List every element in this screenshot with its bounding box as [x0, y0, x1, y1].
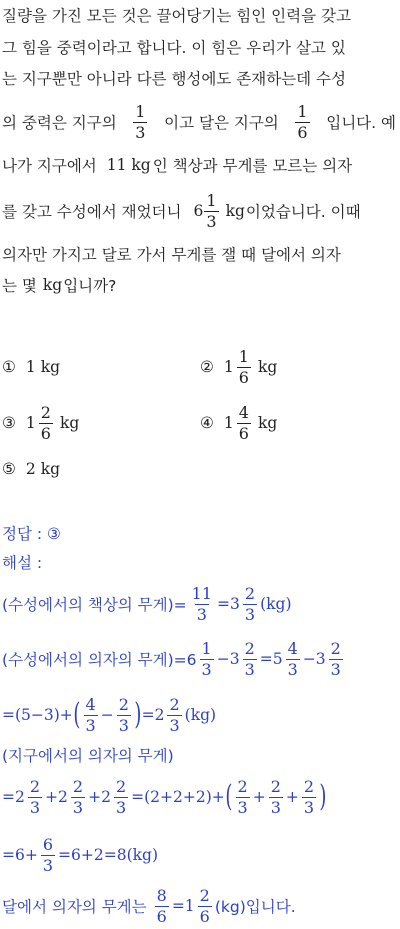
fraction-one-third-2: $\frac{1}{3}$	[206, 190, 217, 231]
choice-5[interactable]: ⑤ 2 kg	[2, 460, 61, 478]
choice-2-fraction: $\frac{1}{6}$	[238, 346, 249, 387]
solution-step-2: (수성에서의 의자의 무게)=6 $\frac{1}{3}$ −3 $\frac{2}{3}$ =5 $\frac{4}{3}$ −3 $\frac{2}{3}$	[2, 638, 341, 679]
choice-2[interactable]: ② 1 $\frac{1}{6}$ kg	[200, 346, 278, 387]
solution-step-1: (수성에서의 책상의 무게)= $\frac{11}{3}$ =3 $\frac{2}{3}$ (kg)	[2, 583, 292, 624]
problem-line-8: 는 몇 kg 입니까?	[2, 276, 117, 295]
problem-line-4: 의 중력은 지구의 $\frac{1}{3}$ 이고 달은 지구의 $\frac{1}{6}$ 입니다. 예	[2, 101, 396, 142]
solution-step-3: =(5−3)+ ( $\frac{4}{3}$ − $\frac{2}{3}$ ) =2 $\frac{2}{3}$ (kg)	[2, 694, 217, 735]
problem-line-7: 의자만 가지고 달로 가서 무게를 잴 때 달에서 의자	[2, 246, 341, 264]
choice-4-fraction: $\frac{4}{6}$	[238, 402, 249, 443]
choice-1[interactable]: ① 1 kg	[2, 358, 61, 376]
fraction-one-sixth: $\frac{1}{6}$	[297, 101, 308, 142]
problem-line-3: 는 지구뿐만 아니라 다른 행성에도 존재하는데 수성	[2, 70, 346, 88]
choice-4[interactable]: ④ 1 $\frac{4}{6}$ kg	[200, 402, 278, 443]
explanation-label: 해설 :	[2, 554, 43, 572]
problem-line-6: 를 갖고 수성에서 재었더니 6 $\frac{1}{3}$ kg 이었습니다. 이때	[2, 190, 361, 231]
problem-line-5: 나가 지구에서 11 kg 인 책상과 무게를 모르는 의자	[2, 156, 353, 175]
solution-step-6: =6+ $\frac{6}{3}$ =6+2=8(kg)	[2, 834, 158, 875]
problem-line-1: 질량을 가진 모든 것은 끌어당기는 힘인 인력을 갖고	[2, 7, 351, 25]
answer-label: 정답 : ③	[2, 525, 61, 543]
solution-step-7: 달에서 의자의 무게는 $\frac{8}{6}$ =1 $\frac{2}{6}$ (kg)입니다.	[2, 885, 296, 926]
choice-3[interactable]: ③ 1 $\frac{2}{6}$ kg	[2, 402, 80, 443]
choice-3-fraction: $\frac{2}{6}$	[40, 402, 51, 443]
problem-line-2: 그 힘을 중력이라고 합니다. 이 힘은 우리가 살고 있	[2, 39, 346, 57]
solution-step-5: =2 $\frac{2}{3}$ +2 $\frac{2}{3}$ +2 $\frac{2}{3}$ =(2+2+2)+ ( $\frac{2}{3}$ + $\frac{2}{3}$ + $\frac{2}{3}$ )	[2, 776, 327, 817]
solution-step-4: (지구에서의 의자의 무게)	[2, 747, 174, 765]
fraction-one-third: $\frac{1}{3}$	[135, 101, 146, 142]
